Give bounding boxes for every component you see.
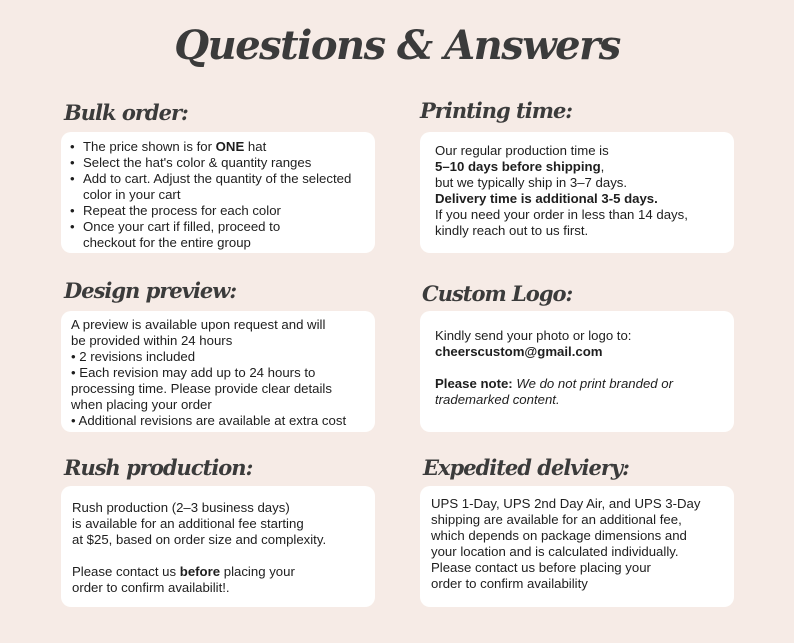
- list-item: • Add to cart. Adjust the quantity of the selected color in your cart: [70, 171, 367, 203]
- list-item: • Select the hat's color & quantity ranges: [70, 155, 367, 171]
- expedited-delivery-card: UPS 1-Day, UPS 2nd Day Air, and UPS 3-Day shipping are available for an additional fee, which depends on package dimensions and your location and is calculated individually. Please contact us before placing your order to confirm availability: [420, 486, 734, 607]
- contact-email: cheerscustom@gmail.com: [435, 344, 603, 359]
- expedited-delivery-heading: Expedited delviery:: [423, 455, 629, 480]
- rush-production-card: Rush production (2–3 business days) is available for an additional fee starting at $25, based on order size and complexity. Please contact us before placing your order to confirm availabilit!.: [61, 486, 375, 607]
- rush-production-heading: Rush production:: [64, 455, 253, 480]
- list-item: • Repeat the process for each color: [70, 203, 367, 219]
- design-preview-card: A preview is available upon request and will be provided within 24 hours • 2 revisions included • Each revision may add up to 24 hours to processing time. Please provide clear details when placing your order • Additional revisions are available at extra cost: [61, 311, 375, 432]
- design-preview-heading: Design preview:: [64, 278, 237, 303]
- bulk-order-card: [61, 132, 375, 253]
- page-title: Questions & Answers: [174, 22, 620, 69]
- list-item: • Once your cart if filled, proceed to checkout for the entire group: [70, 219, 367, 251]
- list-item: • The price shown is for ONE hat: [70, 139, 367, 155]
- custom-logo-heading: Custom Logo:: [422, 281, 573, 306]
- custom-logo-card: Kindly send your photo or logo to: cheerscustom@gmail.com Please note: We do not print branded or trademarked content.: [420, 311, 734, 432]
- printing-time-heading: Printing time:: [420, 98, 573, 123]
- printing-time-card: Our regular production time is 5–10 days before shipping, but we typically ship in 3–7 days. Delivery time is additional 3-5 days. If you need your order in less than 14 days, kindly reach out to us first.: [420, 132, 734, 253]
- bulk-order-list: [70, 139, 367, 251]
- bulk-order-heading: Bulk order:: [64, 100, 188, 125]
